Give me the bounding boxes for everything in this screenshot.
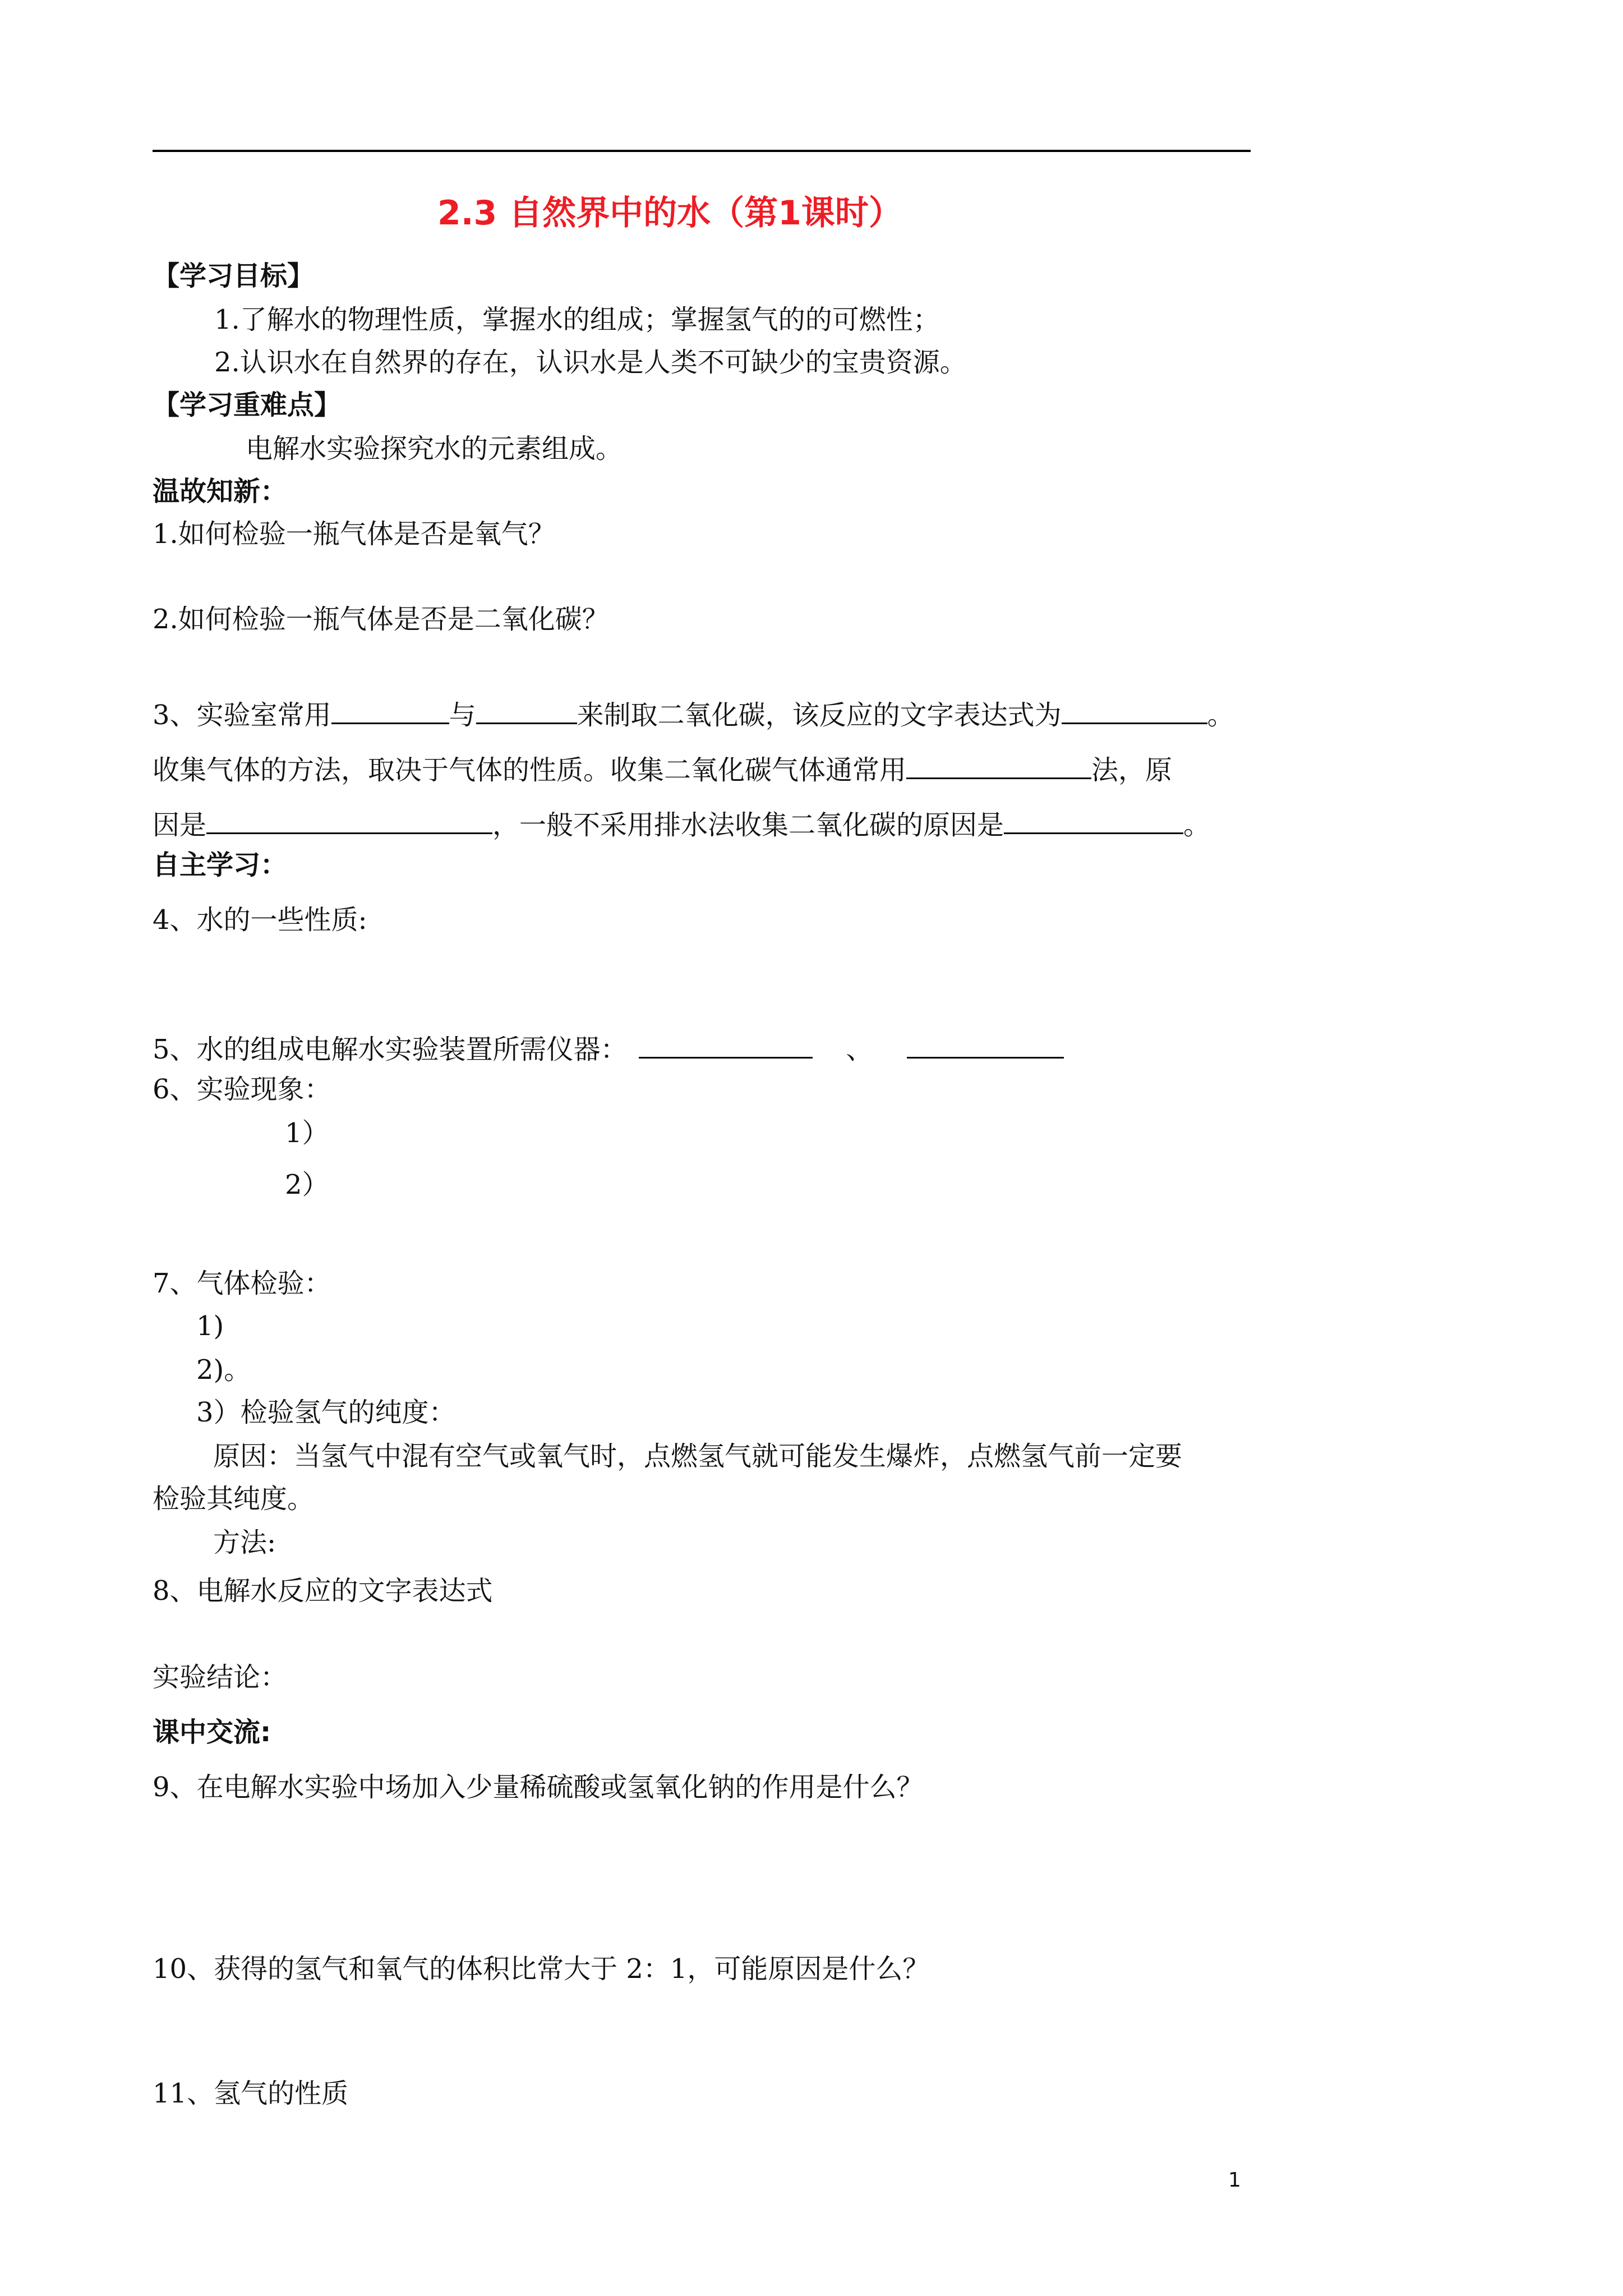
key-points-heading: 【学习重难点】 bbox=[153, 389, 342, 421]
q5-blank-2[interactable] bbox=[907, 1030, 1064, 1059]
q3-text-d: 。 bbox=[1207, 700, 1234, 731]
q3-line2-text-b: 法，原 bbox=[1091, 754, 1173, 786]
objective-item-2: 2.认识水在自然界的存在，认识水是人类不可缺少的宝贵资源。 bbox=[214, 347, 967, 378]
question-5 bbox=[153, 1030, 1064, 1066]
q5-separator: 、 bbox=[846, 1034, 873, 1065]
review-question-2: 2.如何检验一瓶气体是否是二氧化碳？ bbox=[153, 604, 609, 635]
experiment-conclusion: 实验结论： bbox=[153, 1662, 288, 1693]
q3-blank-4[interactable] bbox=[906, 751, 1091, 779]
self-study-heading: 自主学习： bbox=[153, 849, 288, 881]
discussion-heading: 课中交流: bbox=[153, 1717, 271, 1748]
question-7-reason-cont: 检验其纯度。 bbox=[153, 1483, 315, 1515]
question-7-item-1: 1) bbox=[196, 1310, 224, 1342]
question-7-method: 方法: bbox=[213, 1527, 276, 1558]
question-7-item-2: 2)。 bbox=[196, 1354, 251, 1386]
question-9: 9、在电解水实验中场加入少量稀硫酸或氢氧化钠的作用是什么？ bbox=[153, 1772, 924, 1803]
question-11: 11、氢气的性质 bbox=[153, 2078, 349, 2109]
question-6-item-2: 2） bbox=[285, 1169, 329, 1200]
q3-line3-text-a: 因是 bbox=[153, 809, 207, 841]
q5-blank-1[interactable] bbox=[639, 1030, 813, 1059]
q3-text-b: 与 bbox=[449, 700, 476, 731]
q3-text-c: 来制取二氧化碳，该反应的文字表达式为 bbox=[577, 700, 1062, 731]
question-8: 8、电解水反应的文字表达式 bbox=[153, 1575, 493, 1607]
page-title: 2.3 自然界中的水（第1课时） bbox=[437, 194, 902, 233]
page-number: 1 bbox=[1228, 2169, 1241, 2192]
header-rule bbox=[153, 150, 1251, 152]
q3-line3-text-b: ，一般不采用排水法收集二氧化碳的原因是 bbox=[492, 809, 1004, 841]
objectives-heading: 【学习目标】 bbox=[153, 260, 315, 292]
question-7: 7、气体检验： bbox=[153, 1268, 331, 1299]
q3-blank-1[interactable] bbox=[331, 696, 449, 724]
q3-line3-text-c: 。 bbox=[1183, 809, 1211, 841]
review-question-1: 1.如何检验一瓶气体是否是氧气？ bbox=[153, 518, 555, 550]
question-10: 10、获得的氢气和氧气的体积比常大于 2：1，可能原因是什么？ bbox=[153, 1953, 930, 1985]
review-heading: 温故知新： bbox=[153, 476, 288, 507]
objective-item-1: 1.了解水的物理性质，掌握水的组成；掌握氢气的的可燃性； bbox=[214, 304, 940, 335]
question-4: 4、水的一些性质: bbox=[153, 904, 367, 936]
question-6: 6、实验现象： bbox=[153, 1074, 331, 1105]
review-question-3-line-1 bbox=[153, 696, 1234, 732]
key-points-text: 电解水实验探究水的元素组成。 bbox=[246, 433, 623, 464]
q3-blank-3[interactable] bbox=[1062, 696, 1207, 724]
q3-blank-6[interactable] bbox=[1004, 806, 1183, 834]
q3-blank-5[interactable] bbox=[206, 806, 492, 834]
review-question-3-line-3 bbox=[153, 806, 1210, 842]
question-6-item-1: 1） bbox=[285, 1117, 329, 1149]
q3-blank-2[interactable] bbox=[476, 696, 577, 724]
q3-line2-text-a: 收集气体的方法，取决于气体的性质。收集二氧化碳气体通常用 bbox=[153, 754, 907, 786]
q5-text: 5、水的组成电解水实验装置所需仪器： bbox=[153, 1034, 628, 1065]
question-7-item-3: 3）检验氢气的纯度： bbox=[196, 1397, 456, 1428]
review-question-3-line-2 bbox=[153, 751, 1172, 787]
question-7-reason: 原因：当氢气中混有空气或氧气时，点燃氢气就可能发生爆炸，点燃氢气前一定要 bbox=[213, 1441, 1183, 1472]
q3-text-a: 3、实验室常用 bbox=[153, 700, 331, 731]
